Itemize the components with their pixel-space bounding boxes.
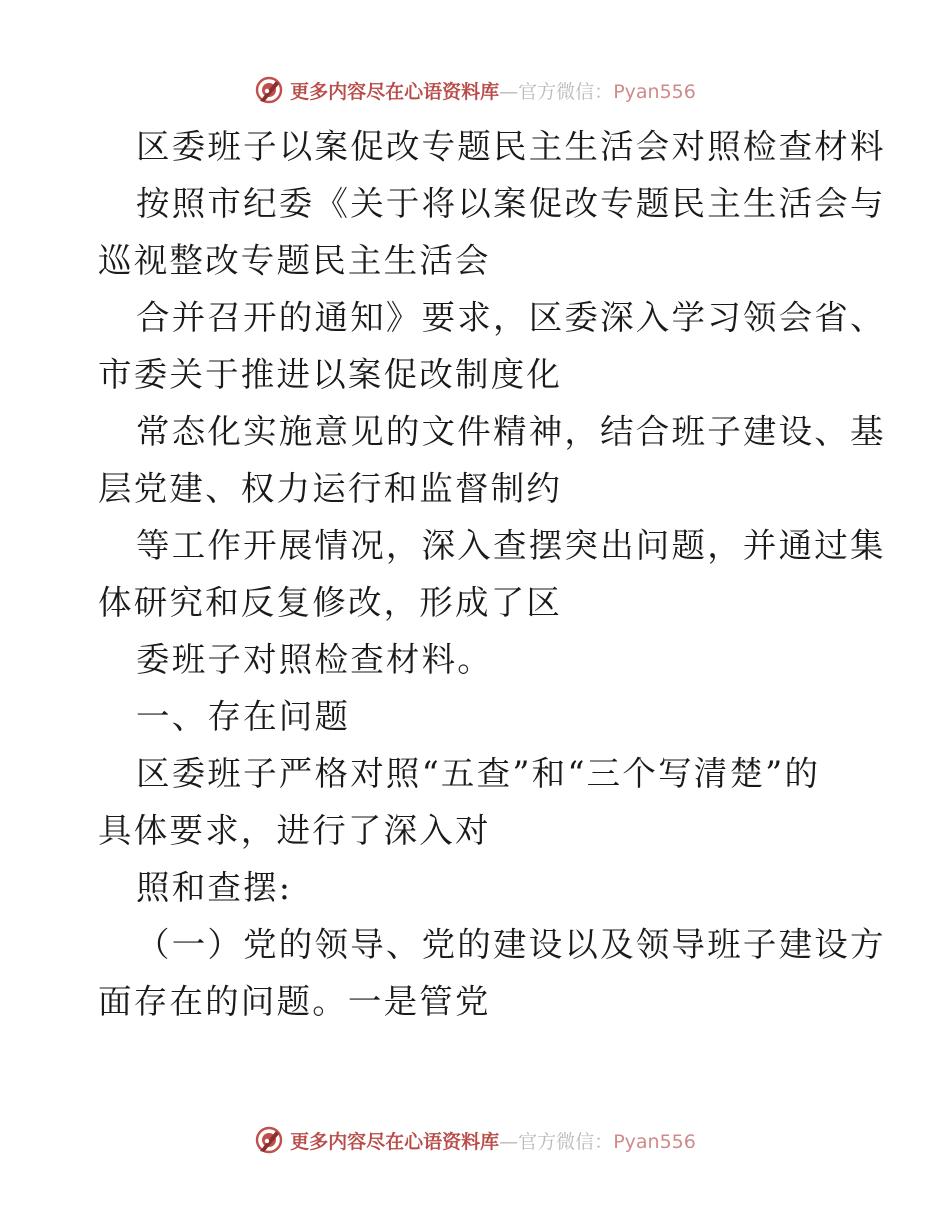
- paragraph-line: 委班子对照检查材料。: [136, 640, 493, 679]
- watermark-official: 官方微信：: [518, 1130, 614, 1153]
- header-watermark: [0, 70, 950, 110]
- watermark-separator: —: [499, 1130, 519, 1153]
- watermark-handle: Pyan556: [613, 80, 696, 103]
- document-body: [98, 118, 886, 1030]
- paragraph-line: 常态化实施意见的文件精神，结合班子建设、基: [136, 412, 886, 451]
- paragraph-line: 区委班子严格对照“五查”和“三个写清楚”的: [136, 754, 821, 793]
- paragraph-line: 面存在的问题。一是管党: [98, 982, 491, 1021]
- paragraph-line: 层党建、权力运行和监督制约: [98, 469, 563, 508]
- paragraph-line: 照和查摆:: [136, 868, 293, 907]
- footer-watermark: [0, 1120, 950, 1160]
- paragraph-line: 等工作开展情况，深入查摆突出问题，并通过集: [136, 526, 886, 565]
- watermark-brand: 更多内容尽在心语资料库: [290, 1130, 500, 1153]
- watermark-text: [290, 1127, 696, 1154]
- document-title: 区委班子以案促改专题民主生活会对照检查材料: [136, 127, 886, 166]
- watermark-separator: —: [499, 80, 519, 103]
- quill-seal-icon: [254, 75, 284, 105]
- quill-seal-icon: [254, 1125, 284, 1155]
- subsection-line: （一）党的领导、党的建设以及领导班子建设方: [136, 925, 886, 964]
- paragraph-line: 按照市纪委《关于将以案促改专题民主生活会与: [136, 184, 886, 223]
- paragraph-line: 合并召开的通知》要求，区委深入学习领会省、: [136, 298, 886, 337]
- section-heading: 一、存在问题: [136, 697, 351, 736]
- watermark-handle: Pyan556: [613, 1130, 696, 1153]
- watermark-official: 官方微信：: [518, 80, 614, 103]
- paragraph-line: 具体要求，进行了深入对: [98, 811, 491, 850]
- paragraph-line: 市委关于推进以案促改制度化: [98, 355, 563, 394]
- watermark-text: [290, 77, 696, 104]
- paragraph-line: 体研究和反复修改，形成了区: [98, 583, 563, 622]
- watermark-brand: 更多内容尽在心语资料库: [290, 80, 500, 103]
- paragraph-line: 巡视整改专题民主生活会: [98, 241, 491, 280]
